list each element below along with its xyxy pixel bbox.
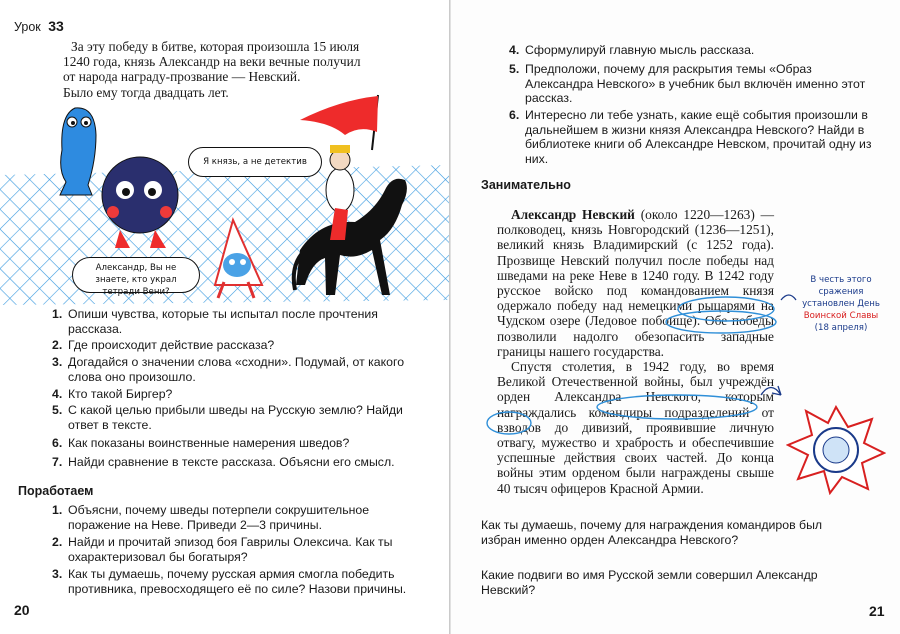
question-item: 2. Где происходит действие рассказа? [52,338,275,352]
info-subject-name: Александр Невский [511,207,635,222]
question-item: 3. Догадайся о значении слова «сходни». Подумай, от какого слова оно произошло. [52,355,405,384]
question-item: 6. Интересно ли тебе узнать, какие ещё события произошли в дальнейшем в жизни князя Александра Невского? Найди в библиотеке книги об Александре Невском, прочитай одну из них. [509,108,872,166]
question-item: 6. Как показаны воинственные намерения шведов? [52,436,350,450]
page-number-right: 21 [869,603,885,619]
info-paragraph: Александр Невский (около 1220—1263) — полководец, князь Новгородский (1236—1251), великий князь Владимирский (с 1252 года). Прозвище Невский получил после победы над шведами на реке Неве в 1240 году. В 1242 году русское войско под командованием князя одержало победу над немецкими рыцарями на Чудском озере (Ледовое побоище). Обе победы позволили надолго обезопасить западные границы нашего государства. [497,207,774,359]
question-item: 1. Опиши чувства, которые ты испытал после прочтения рассказа. [52,307,378,336]
intro-line: 1240 года, князь Александр на веки вечные получил [63,54,361,70]
intro-line: от народа награду-прозвание — Невский. [63,69,301,85]
lesson-number: 33 [48,18,64,34]
work-item: 3. Как ты думаешь, почему русская армия смогла победить противника, превосходящего её по силе? Назови причины. [52,567,407,596]
question-order: Как ты думаешь, почему для награждения командиров был избран именно орден Александра Невского? [481,518,823,547]
info-paragraph: Спустя столетия, в 1942 году, во время Великой Отечественной войны, был учреждён орден Александра Невского, которым награждались командиры подразделений от взводов до дивизий, проявившие личную отвагу, мужество и храбрость и обеспечившие успешные действия своих частей. До конца войны этим орденом были награждены свыше 40 тысяч офицеров Красной Армии. [497,359,774,496]
red-flag [300,95,378,150]
question-item: 7. Найди сравнение в тексте рассказа. Объясни его смысл. [52,455,395,469]
question-item: 4. Сформулируй главную мысль рассказа. [509,43,755,57]
section-title-interesting: Занимательно [481,178,571,192]
right-page [451,0,900,634]
lesson-label: Урок [14,20,41,34]
left-page [0,0,449,634]
work-item: 1. Объясни, почему шведы потерпели сокрушительное поражение на Неве. Приведи 2—3 причины. [52,503,370,532]
speech-bubble-knight [188,147,322,177]
question-item: 5. Предположи, почему для раскрытия темы «Образ Александра Невского» в учебник был включён именно этот рассказ. [509,62,866,105]
section-title-work: Поработаем [18,484,94,498]
illustration-knight-scene [0,90,449,305]
info-text [497,207,774,496]
speech-text-kid: Александр, Вы не знаете, кто украл тетради Вени? [95,263,177,297]
speech-bubble-kid [72,257,200,297]
intro-line: Было ему тогда двадцать лет. [63,84,229,100]
question-item: 5. С какой целью прибыли шведы на Русскую землю? Найди ответ в тексте. [52,403,403,432]
page-number-left: 20 [14,602,30,618]
speech-text-knight: Я князь, а не детектив [203,157,307,167]
question-deeds: Какие подвиги во имя Русской земли совершил Александр Невский? [481,568,818,597]
intro-line: За эту победу в битве, которая произошла 15 июля [71,39,360,54]
order-medal-drawing [786,405,886,495]
question-item: 4. Кто такой Биргер? [52,387,173,401]
handwritten-note: В честь этого сражения установлен День Воинской Славы (18 апреля) [802,275,880,333]
lesson-header [14,18,64,34]
work-item: 2. Найди и прочитай эпизод боя Гаврилы Олексича. Как ты охарактеризовал бы богатыря? [52,535,393,564]
